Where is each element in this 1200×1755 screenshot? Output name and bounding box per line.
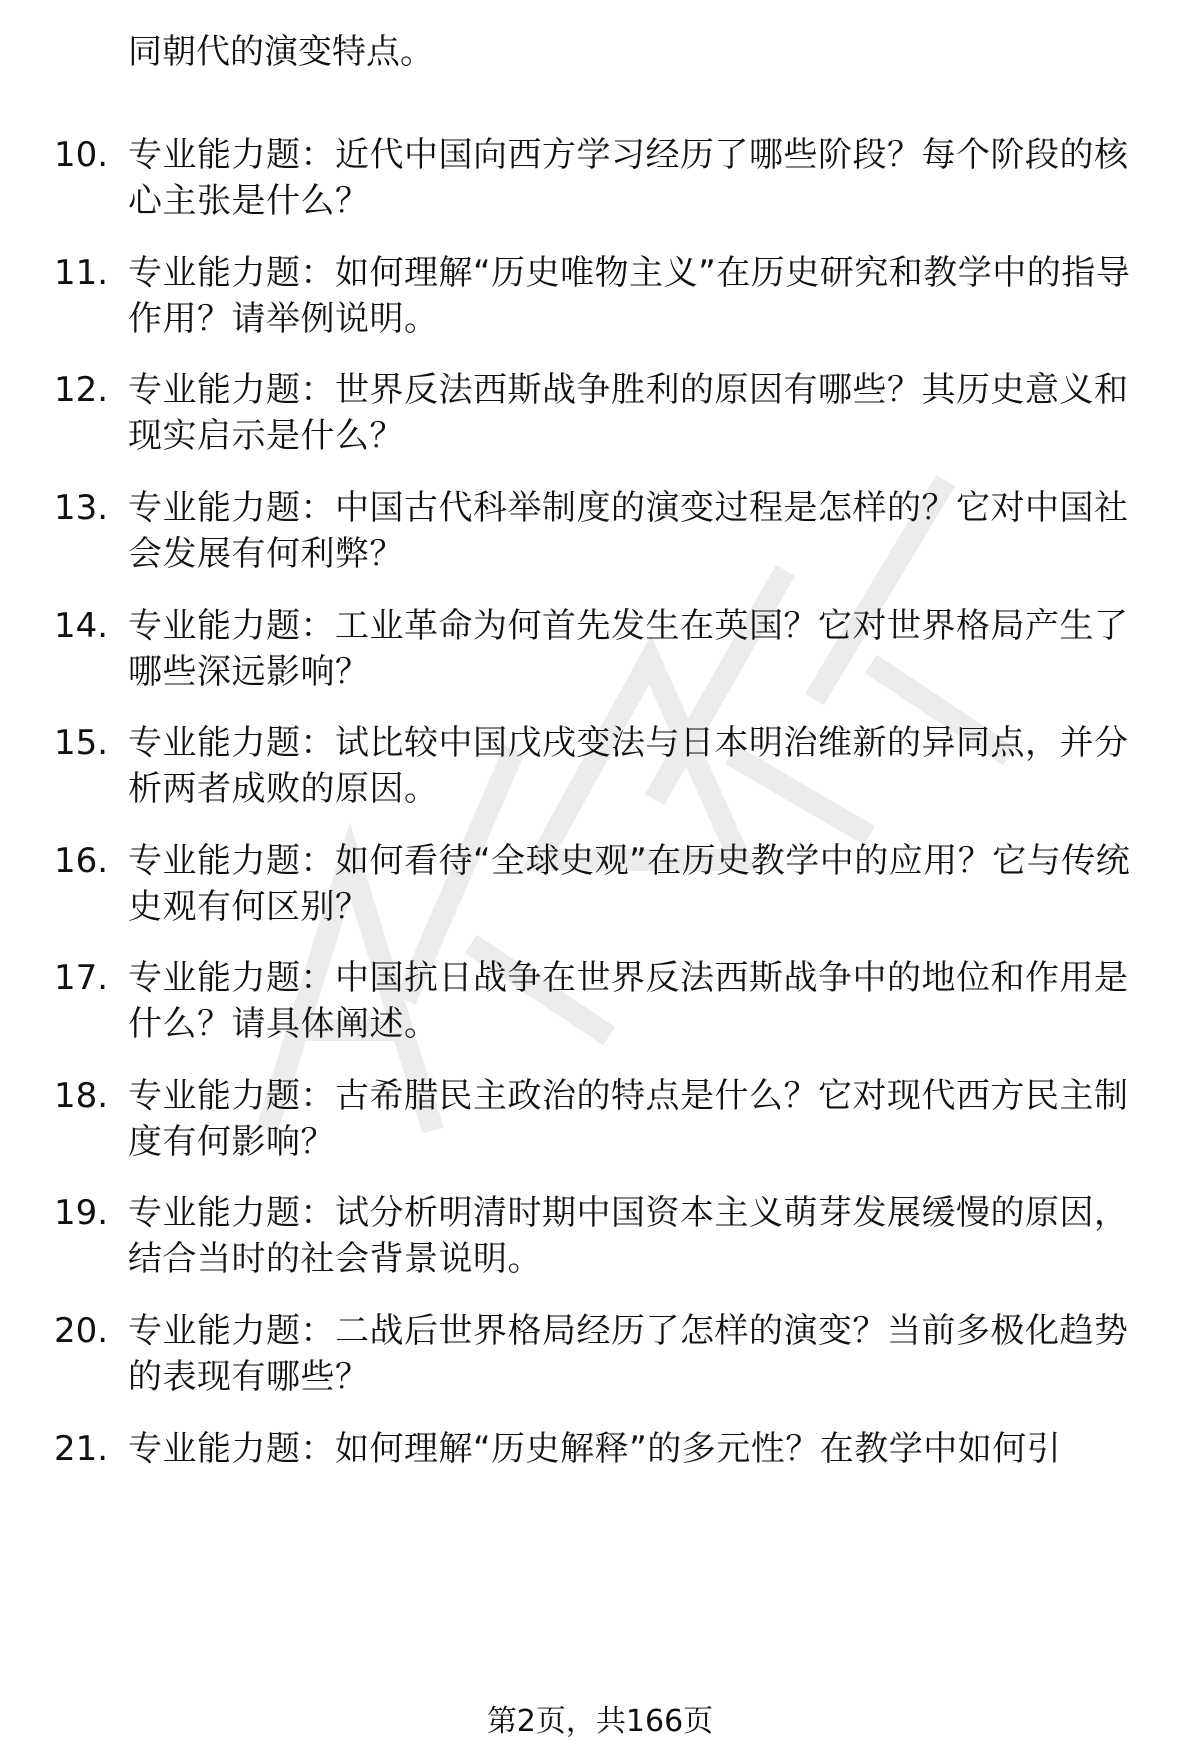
- item-text: 专业能力题：二战后世界格局经历了怎样的演变？当前多极化趋势的表现有哪些？: [128, 1311, 1129, 1397]
- item-number: 12.: [54, 370, 109, 410]
- item-text: 专业能力题：如何理解“历史唯物主义”在历史研究和教学中的指导作用？请举例说明。: [128, 253, 1131, 339]
- item-text: 专业能力题：中国古代科举制度的演变过程是怎样的？它对中国社会发展有何利弊？: [128, 488, 1129, 574]
- item-number: 20.: [54, 1311, 109, 1351]
- continuation-text: 同朝代的演变特点。: [128, 32, 434, 72]
- item-text: 专业能力题：试比较中国戊戌变法与日本明治维新的异同点，并分析两者成败的原因。: [128, 723, 1129, 809]
- item-text: 专业能力题：如何理解“历史解释”的多元性？在教学中如何引: [128, 1429, 1062, 1469]
- item-number: 17.: [54, 958, 109, 998]
- item-text: 专业能力题：如何看待“全球史观”在历史教学中的应用？它与传统史观有何区别？: [128, 841, 1131, 927]
- item-text: 专业能力题：近代中国向西方学习经历了哪些阶段？每个阶段的核心主张是什么？: [128, 135, 1129, 221]
- item-text: 专业能力题：世界反法西斯战争胜利的原因有哪些？其历史意义和现实启示是什么？: [128, 370, 1129, 456]
- item-number: 13.: [54, 488, 109, 528]
- item-number: 16.: [54, 841, 109, 881]
- item-number: 21.: [54, 1429, 109, 1469]
- item-number: 11.: [54, 253, 109, 293]
- item-text: 专业能力题：中国抗日战争在世界反法西斯战争中的地位和作用是什么？请具体阐述。: [128, 958, 1129, 1044]
- item-number: 19.: [54, 1193, 109, 1233]
- item-text: 专业能力题：试分析明清时期中国资本主义萌芽发展缓慢的原因，结合当时的社会背景说明。: [128, 1193, 1129, 1279]
- item-number: 14.: [54, 606, 109, 646]
- item-text: 专业能力题：古希腊民主政治的特点是什么？它对现代西方民主制度有何影响？: [128, 1076, 1129, 1162]
- item-number: 15.: [54, 723, 109, 763]
- item-number: 18.: [54, 1076, 109, 1116]
- page-footer: 第2页，共166页: [486, 1704, 714, 1739]
- item-number: 10.: [54, 135, 109, 175]
- item-text: 专业能力题：工业革命为何首先发生在英国？它对世界格局产生了哪些深远影响？: [128, 606, 1129, 692]
